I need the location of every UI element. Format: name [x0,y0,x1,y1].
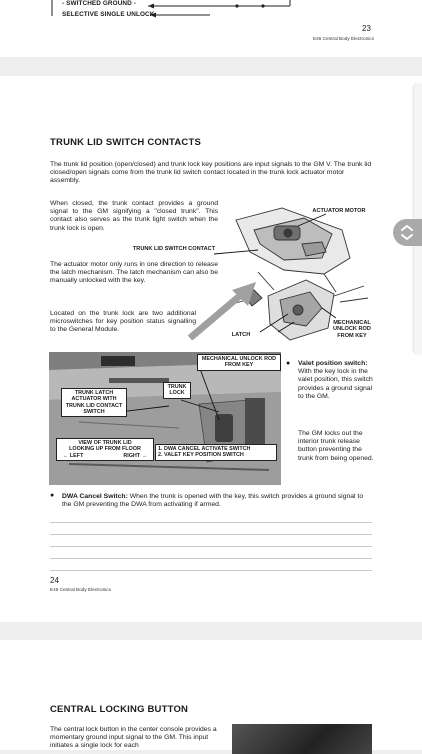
note-line [50,570,372,571]
actuator-paragraph: The actuator motor only runs in one direction to release the latch mechanism. The latch mechanism can also be manually unlocked with the key. [50,261,218,285]
callout-trunk-lock: TRUNK LOCK [163,382,191,399]
page-24 [0,76,422,622]
direction-right: RIGHT → [123,452,147,459]
trunk-lid-photo-drawing [49,352,281,485]
central-lock-paragraph: The central lock button in the center console provides a momentary ground input signal to the GM. This input initiates a single lock for each [50,726,217,750]
label-mechanical-unlock-rod: MECHANICAL UNLOCK ROD FROM KEY [333,320,371,339]
page-footer: E46 Central Body Electronics [313,36,374,41]
switch-item-2: 2. VALET KEY POSITION SWITCH [158,452,244,459]
callout-mech-unlock-rod: MECHANICAL UNLOCK ROD FROM KEY [197,354,281,371]
trunk-lid-photo [49,352,281,485]
dwa-text: When the trunk is opened with the key, this switch provides a ground signal to the GM preventing the DWA from activating if armed. [62,493,364,509]
dwa-title: DWA Cancel Switch: [62,493,128,500]
valet-paragraph [298,360,378,401]
switch-item-1: 1. DWA CANCEL ACTIVATE SWITCH [158,446,251,452]
closed-contact-paragraph: When closed, the trunk contact provides a ground signal to the GM signifying a "closed trunk". This contact also serves as the trunk light switch when the trunk lock is open. [50,200,218,232]
note-line [50,534,372,535]
bullet-dot: ● [50,492,55,499]
page-number: 24 [50,576,59,585]
note-line [50,546,372,547]
dwa-paragraph [62,493,374,509]
valet-text: With the key lock in the valet position, this switch provides a ground signal to the GM. [298,368,373,400]
direction-left: ← LEFT [63,452,84,459]
page-number: 23 [362,24,371,33]
callout-switch-list [155,444,277,461]
wire-label-selective-single-unlock: SELECTIVE SINGLE UNLOCK [62,11,155,18]
bullet-dot: ● [286,360,291,367]
pointer-arrow [184,280,264,340]
view-caption-line2: LOOKING UP FROM FLOOR [69,446,141,453]
callout-trunk-latch-actuator: TRUNK LATCH ACTUATOR WITH TRUNK LID CONTACT SWITCH [61,388,127,417]
direction-row [59,453,151,459]
direction-right-label: RIGHT [123,452,141,459]
view-caption-line1: VIEW OF TRUNK LID [78,440,132,446]
label-trunk-lid-switch-contact: TRUNK LID SWITCH CONTACT [132,246,216,252]
direction-left-label: LEFT [69,452,84,459]
wire-label-switched-ground: - SWITCHED GROUND - [62,0,136,7]
up-down-chevron-icon [393,219,422,246]
page-25 [0,640,422,750]
note-line [50,558,372,559]
microswitch-paragraph: Located on the trunk lock are two additional microswitches for key position status signalling to the General Module. [50,310,196,334]
wiring-diagram-fragment [0,0,422,57]
scroll-handle[interactable] [393,219,422,246]
valet-title: Valet position switch: [298,360,368,367]
page-23 [0,0,422,57]
page-footer: E46 Central Body Electronics [50,587,111,592]
intro-paragraph: The trunk lid position (open/closed) and trunk lock key positions are input signals to the GM V. The trunk lid closed/open signals come from the trunk lid switch contact located in the trunk lock actuator motor assembly. [50,161,372,185]
note-line [50,522,372,523]
label-latch: LATCH [231,332,251,338]
valet-paragraph-2: The GM locks out the interior trunk release button preventing the trunk from being opened. [298,430,374,462]
callout-view-caption [56,438,154,461]
label-actuator-motor: ACTUATOR MOTOR [312,208,366,214]
section-title: CENTRAL LOCKING BUTTON [50,704,189,715]
section-title: TRUNK LID SWITCH CONTACTS [50,137,202,148]
